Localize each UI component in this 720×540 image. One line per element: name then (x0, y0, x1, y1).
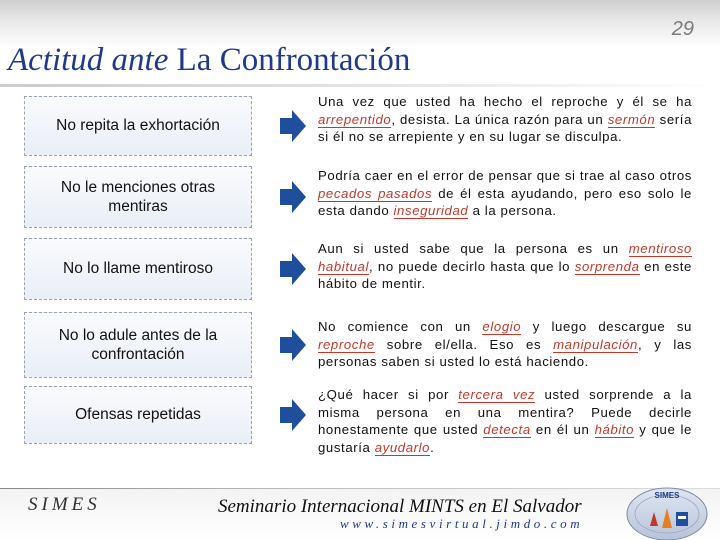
topic-description (318, 386, 692, 456)
topic-box (24, 312, 252, 378)
slide-number: 29 (671, 18, 694, 40)
description-text: usted sorprende a la misma persona en una mentira? Puede decirle honestamente que usted (318, 387, 692, 438)
title-italic-part: Actitud ante (8, 42, 169, 78)
description-text: y luego descargue su (521, 319, 692, 334)
topic-box (24, 238, 252, 300)
highlighted-term: sorprenda (574, 258, 640, 274)
logo-text: SIMES (654, 491, 680, 500)
right-arrow-icon (280, 253, 306, 285)
description-text: Podría caer en el error de pensar que si trae al caso otros (318, 168, 692, 183)
title-rest-part: La Confrontación (168, 42, 411, 78)
description-text: ¿Qué hacer si por (318, 387, 459, 402)
highlighted-term: sermón (607, 111, 656, 127)
topic-label: No le menciones otras mentiras (60, 178, 216, 215)
description-text: Una vez que usted ha hecho el reproche y él se ha (318, 94, 692, 109)
topic-description (318, 93, 692, 146)
simes-logo-icon (622, 478, 712, 540)
topic-box (24, 96, 252, 156)
description-text: de él esta ayudando, pero eso solo le esta dando (318, 185, 692, 219)
highlighted-term: arrepentido (318, 111, 392, 127)
description-text: y que le gustaría (318, 422, 692, 455)
topic-description (318, 318, 692, 371)
topic-description (318, 240, 692, 293)
footer-brand: SIMES (28, 494, 101, 515)
footer-url: www.simesvirtual.jimdo.com (340, 516, 584, 531)
right-arrow-icon (280, 181, 306, 213)
highlighted-term: detecta (483, 422, 531, 438)
right-arrow-icon (280, 110, 306, 142)
highlighted-term: hábito (594, 422, 635, 438)
highlighted-term: reproche (318, 336, 375, 352)
description-text: No comience con un (318, 319, 483, 334)
highlighted-term: tercera vez (458, 387, 536, 402)
description-text: en él un (530, 422, 595, 438)
description-text: sería si él no se arrepiente y en su lugar se disculpa. (318, 111, 692, 145)
header-band (0, 0, 720, 48)
description-text: a la persona. (468, 203, 557, 219)
topic-label: Ofensas repetidas (75, 406, 201, 424)
topic-label: No repita la exhortación (56, 117, 220, 135)
description-text: , no puede decirlo hasta que lo (369, 258, 575, 274)
highlighted-term: pecados pasados (318, 185, 433, 201)
page-title (8, 42, 410, 79)
highlighted-term: ayudarlo (374, 439, 431, 455)
footer-divider (0, 488, 720, 489)
highlighted-term: mentiroso habitual (318, 241, 692, 274)
topic-description (318, 167, 692, 220)
right-arrow-icon (280, 399, 306, 431)
highlighted-term: inseguridad (393, 203, 469, 219)
description-text: Aun si usted sabe que la persona es un (318, 241, 629, 256)
description-text: sobre el/ella. Eso es (374, 336, 554, 352)
topic-box (24, 386, 252, 444)
topic-label: No lo adule antes de la confrontación (58, 326, 218, 363)
title-divider (0, 84, 720, 87)
footer-seminar-title: Seminario Internacional MINTS en El Salvador (218, 496, 582, 517)
highlighted-term: manipulación (553, 336, 638, 352)
description-text: . (430, 439, 435, 455)
highlighted-term: elogio (482, 319, 522, 334)
description-text: , y las personas saben si usted lo está haciendo. (318, 336, 692, 370)
right-arrow-icon (280, 329, 306, 361)
topic-box (24, 166, 252, 228)
description-text: en este hábito de mentir. (318, 258, 692, 292)
description-text: , desista. La única razón para un (391, 111, 608, 127)
topic-label: No lo llame mentiroso (63, 260, 213, 278)
